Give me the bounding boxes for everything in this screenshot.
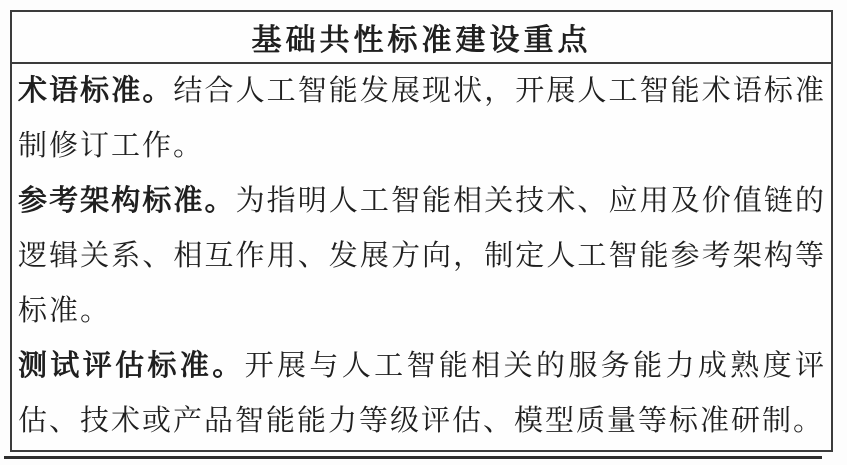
- entry-terminology-desc: 结合人工智能发展现状，开展人工智能术语标准制修订工作。: [18, 75, 826, 162]
- table-title-row: [12, 12, 831, 64]
- table-title: 基础共性标准建设重点: [251, 24, 592, 57]
- entry-terminology-term: 术语标准。: [18, 75, 174, 107]
- table-content-cell: [12, 64, 831, 449]
- entry-terminology-standard: [18, 64, 826, 174]
- bottom-rule-line: [4, 456, 822, 459]
- entry-reference-architecture-desc: 为指明人工智能相关技术、应用及价值链的逻辑关系、相互作用、发展方向，制定人工智能参考架构等标准。: [18, 185, 826, 327]
- entry-reference-architecture-term: 参考架构标准。: [18, 185, 236, 217]
- entry-test-evaluation-desc: 开展与人工智能相关的服务能力成熟度评估、技术或产品智能能力等级评估、模型质量等标准研制。: [18, 350, 826, 437]
- standards-table: [10, 10, 833, 452]
- entry-test-evaluation-term: 测试评估标准。: [18, 350, 245, 382]
- entry-reference-architecture-standard: [18, 174, 826, 339]
- entry-test-evaluation-standard: [18, 339, 826, 449]
